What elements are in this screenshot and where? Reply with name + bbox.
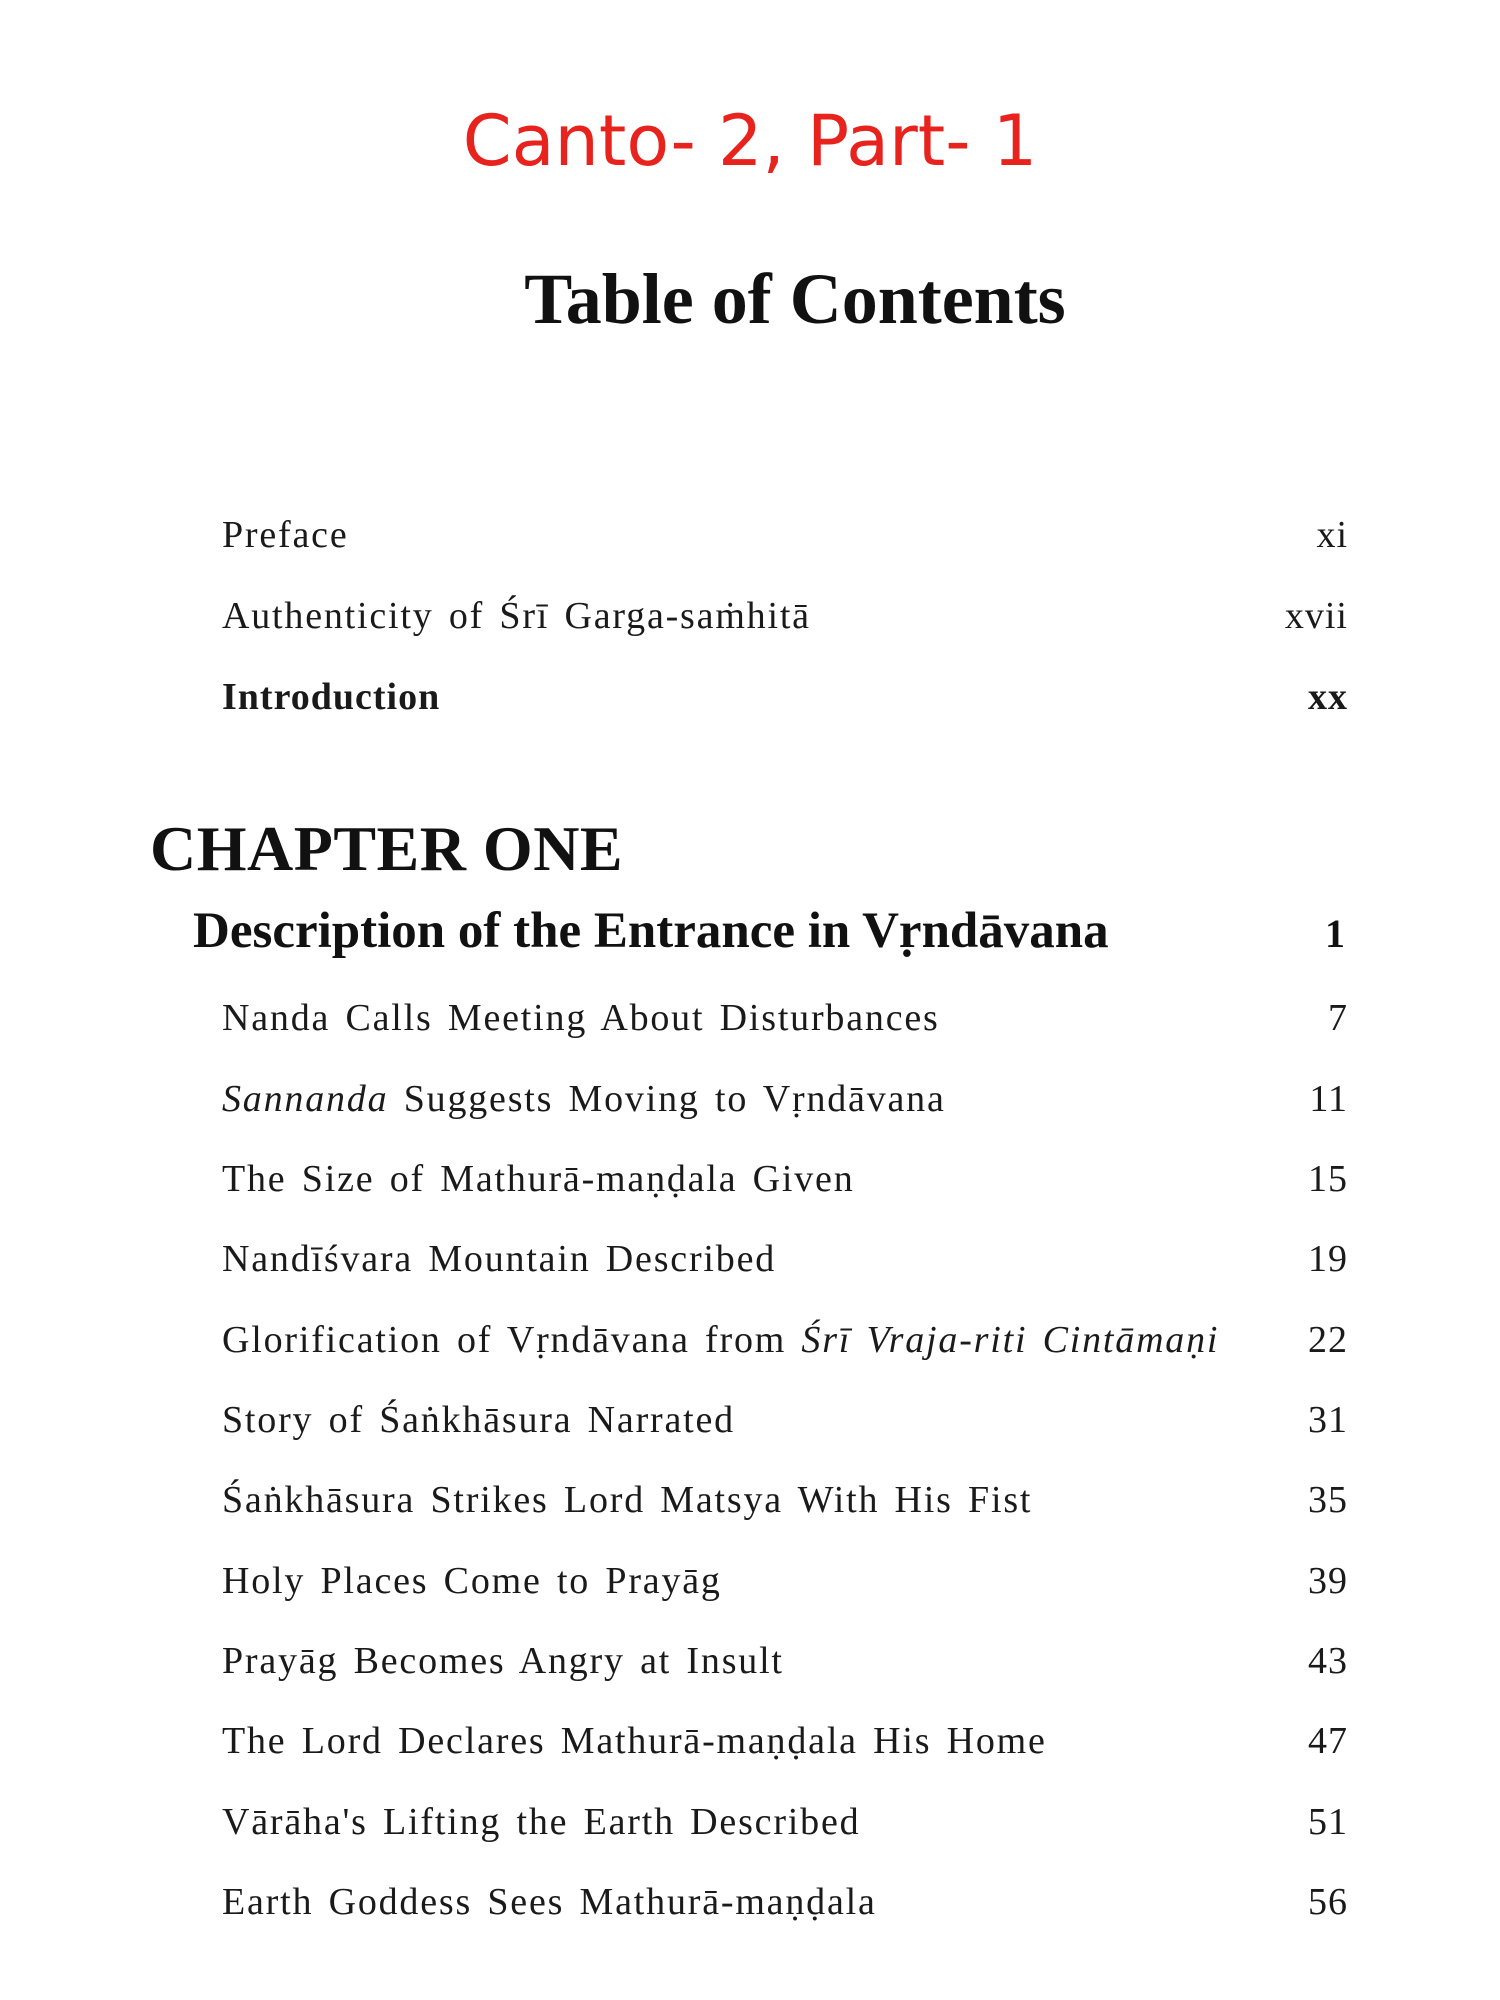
toc-entry[interactable] bbox=[222, 1237, 1348, 1297]
chapter-heading: CHAPTER ONE bbox=[150, 813, 624, 884]
toc-entry[interactable] bbox=[222, 1559, 1348, 1619]
toc-entry-label: Holy Places Come to Prayāg bbox=[222, 1560, 722, 1602]
toc-entry-page: 47 bbox=[1308, 1720, 1348, 1762]
toc-entry-page: 19 bbox=[1308, 1238, 1348, 1280]
toc-entry-label: Nanda Calls Meeting About Disturbances bbox=[222, 997, 940, 1039]
toc-entry-page: xi bbox=[1316, 514, 1348, 556]
toc-entry-page: 56 bbox=[1308, 1881, 1348, 1923]
toc-entry-preface[interactable] bbox=[222, 513, 1348, 573]
toc-entry[interactable] bbox=[222, 996, 1348, 1056]
toc-entry-label-rest: Suggests Moving to Vṛndāvana bbox=[388, 1078, 946, 1120]
toc-entry-label bbox=[222, 1318, 1219, 1362]
toc-entry-page: xx bbox=[1308, 676, 1348, 718]
toc-entry-label: Śaṅkhāsura Strikes Lord Matsya With His Fist bbox=[222, 1479, 1033, 1521]
toc-entry[interactable] bbox=[222, 1318, 1348, 1378]
toc-entry-label: Prayāg Becomes Angry at Insult bbox=[222, 1640, 784, 1682]
toc-entry-label: The Size of Mathurā-maṇḍala Given bbox=[222, 1158, 855, 1200]
toc-entry-page: 7 bbox=[1328, 997, 1348, 1039]
toc-entry-page: 51 bbox=[1308, 1801, 1348, 1843]
toc-entry-page: 31 bbox=[1308, 1399, 1348, 1441]
toc-entry-page: 43 bbox=[1308, 1640, 1348, 1682]
toc-entry[interactable] bbox=[222, 1077, 1348, 1137]
toc-entry[interactable] bbox=[222, 1719, 1348, 1779]
toc-entry-label: Story of Śaṅkhāsura Narrated bbox=[222, 1399, 735, 1441]
toc-entry[interactable] bbox=[222, 1398, 1348, 1458]
toc-entry-label-pre: Glorification of Vṛndāvana from bbox=[222, 1319, 802, 1361]
toc-entry-page: 39 bbox=[1308, 1560, 1348, 1602]
toc-entry-label: The Lord Declares Mathurā-maṇḍala His Home bbox=[222, 1720, 1047, 1762]
toc-entry-introduction[interactable] bbox=[222, 675, 1348, 735]
toc-entry-page: 15 bbox=[1308, 1158, 1348, 1200]
toc-entry[interactable] bbox=[222, 1800, 1348, 1860]
toc-entry[interactable] bbox=[222, 1639, 1348, 1699]
toc-entry-label: Introduction bbox=[222, 676, 441, 718]
toc-entry-page: 35 bbox=[1308, 1479, 1348, 1521]
chapter-title-page: 1 bbox=[1325, 911, 1345, 956]
toc-entry[interactable] bbox=[222, 1880, 1348, 1940]
page-title: Table of Contents bbox=[524, 259, 1066, 339]
canto-label: Canto- 2, Part- 1 bbox=[462, 100, 1038, 182]
toc-entry-label-italic: Śrī Vraja-riti Cintāmaṇi bbox=[801, 1319, 1220, 1361]
toc-entry[interactable] bbox=[222, 1157, 1348, 1217]
chapter-title: Description of the Entrance in Vṛndāvana bbox=[193, 903, 1109, 959]
toc-entry-label-italic: Sannanda bbox=[222, 1078, 389, 1120]
toc-entry-page: xvii bbox=[1284, 595, 1348, 637]
toc-entry-page: 11 bbox=[1309, 1078, 1348, 1120]
toc-entry-label: Authenticity of Śrī Garga-saṁhitā bbox=[222, 595, 811, 637]
chapter-title-entry[interactable] bbox=[193, 902, 1345, 960]
toc-entry-label bbox=[222, 1077, 946, 1121]
toc-entry-label: Nandīśvara Mountain Described bbox=[222, 1238, 777, 1280]
toc-entry-label: Earth Goddess Sees Mathurā-maṇḍala bbox=[222, 1881, 877, 1923]
toc-entry-label: Preface bbox=[222, 514, 349, 556]
toc-entry-authenticity[interactable] bbox=[222, 594, 1348, 654]
toc-entry-label: Vārāha's Lifting the Earth Described bbox=[222, 1801, 861, 1843]
toc-entry-page: 22 bbox=[1308, 1319, 1348, 1361]
toc-entry[interactable] bbox=[222, 1478, 1348, 1538]
